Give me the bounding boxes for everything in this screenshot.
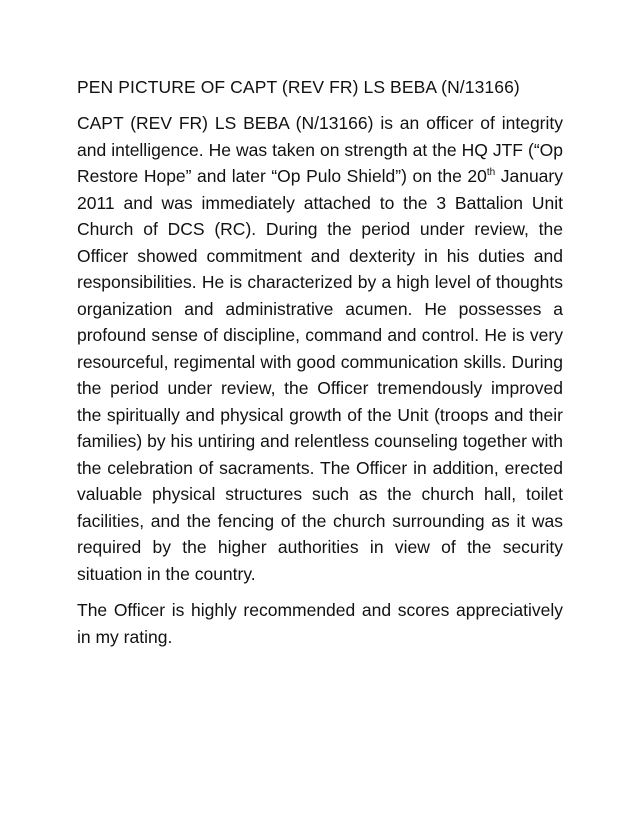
paragraph-assessment-text-2: January 2011 and was immediately attached to the 3 Battalion Unit Church of DCS (RC). During the period under review, the Officer showed commitment and dexterity in his duties and responsibilities. He is characterized by a high level of thoughts organization and administrative acumen. He possesses a profound sense of discipline, command and control. He is very resourceful, regimental with good communication skills. During the period under review, the Officer tremendously improved the spiritually and physical growth of the Unit (troops and their families) by his untiring and relentless counseling together with the celebration of sacraments. The Officer in addition, erected valuable physical structures such as the church hall, toilet facilities, and the fencing of the church surrounding as it was required by the higher authorities in view of the security situation in the country. <box>77 166 563 584</box>
paragraph-recommendation: The Officer is highly recommended and scores appreciatively in my rating. <box>77 600 563 647</box>
document-title: PEN PICTURE OF CAPT (REV FR) LS BEBA (N/13166) <box>77 77 520 97</box>
paragraph-assessment <box>77 110 563 587</box>
ordinal-superscript: th <box>486 167 496 179</box>
document-body <box>77 74 563 660</box>
paragraph-assessment-text-1: CAPT (REV FR) LS BEBA (N/13166) is an officer of integrity and intelligence. He was taken on strength at the HQ JTF (“Op Restore Hope” and later “Op Pulo Shield”) on the 20 <box>77 113 563 186</box>
